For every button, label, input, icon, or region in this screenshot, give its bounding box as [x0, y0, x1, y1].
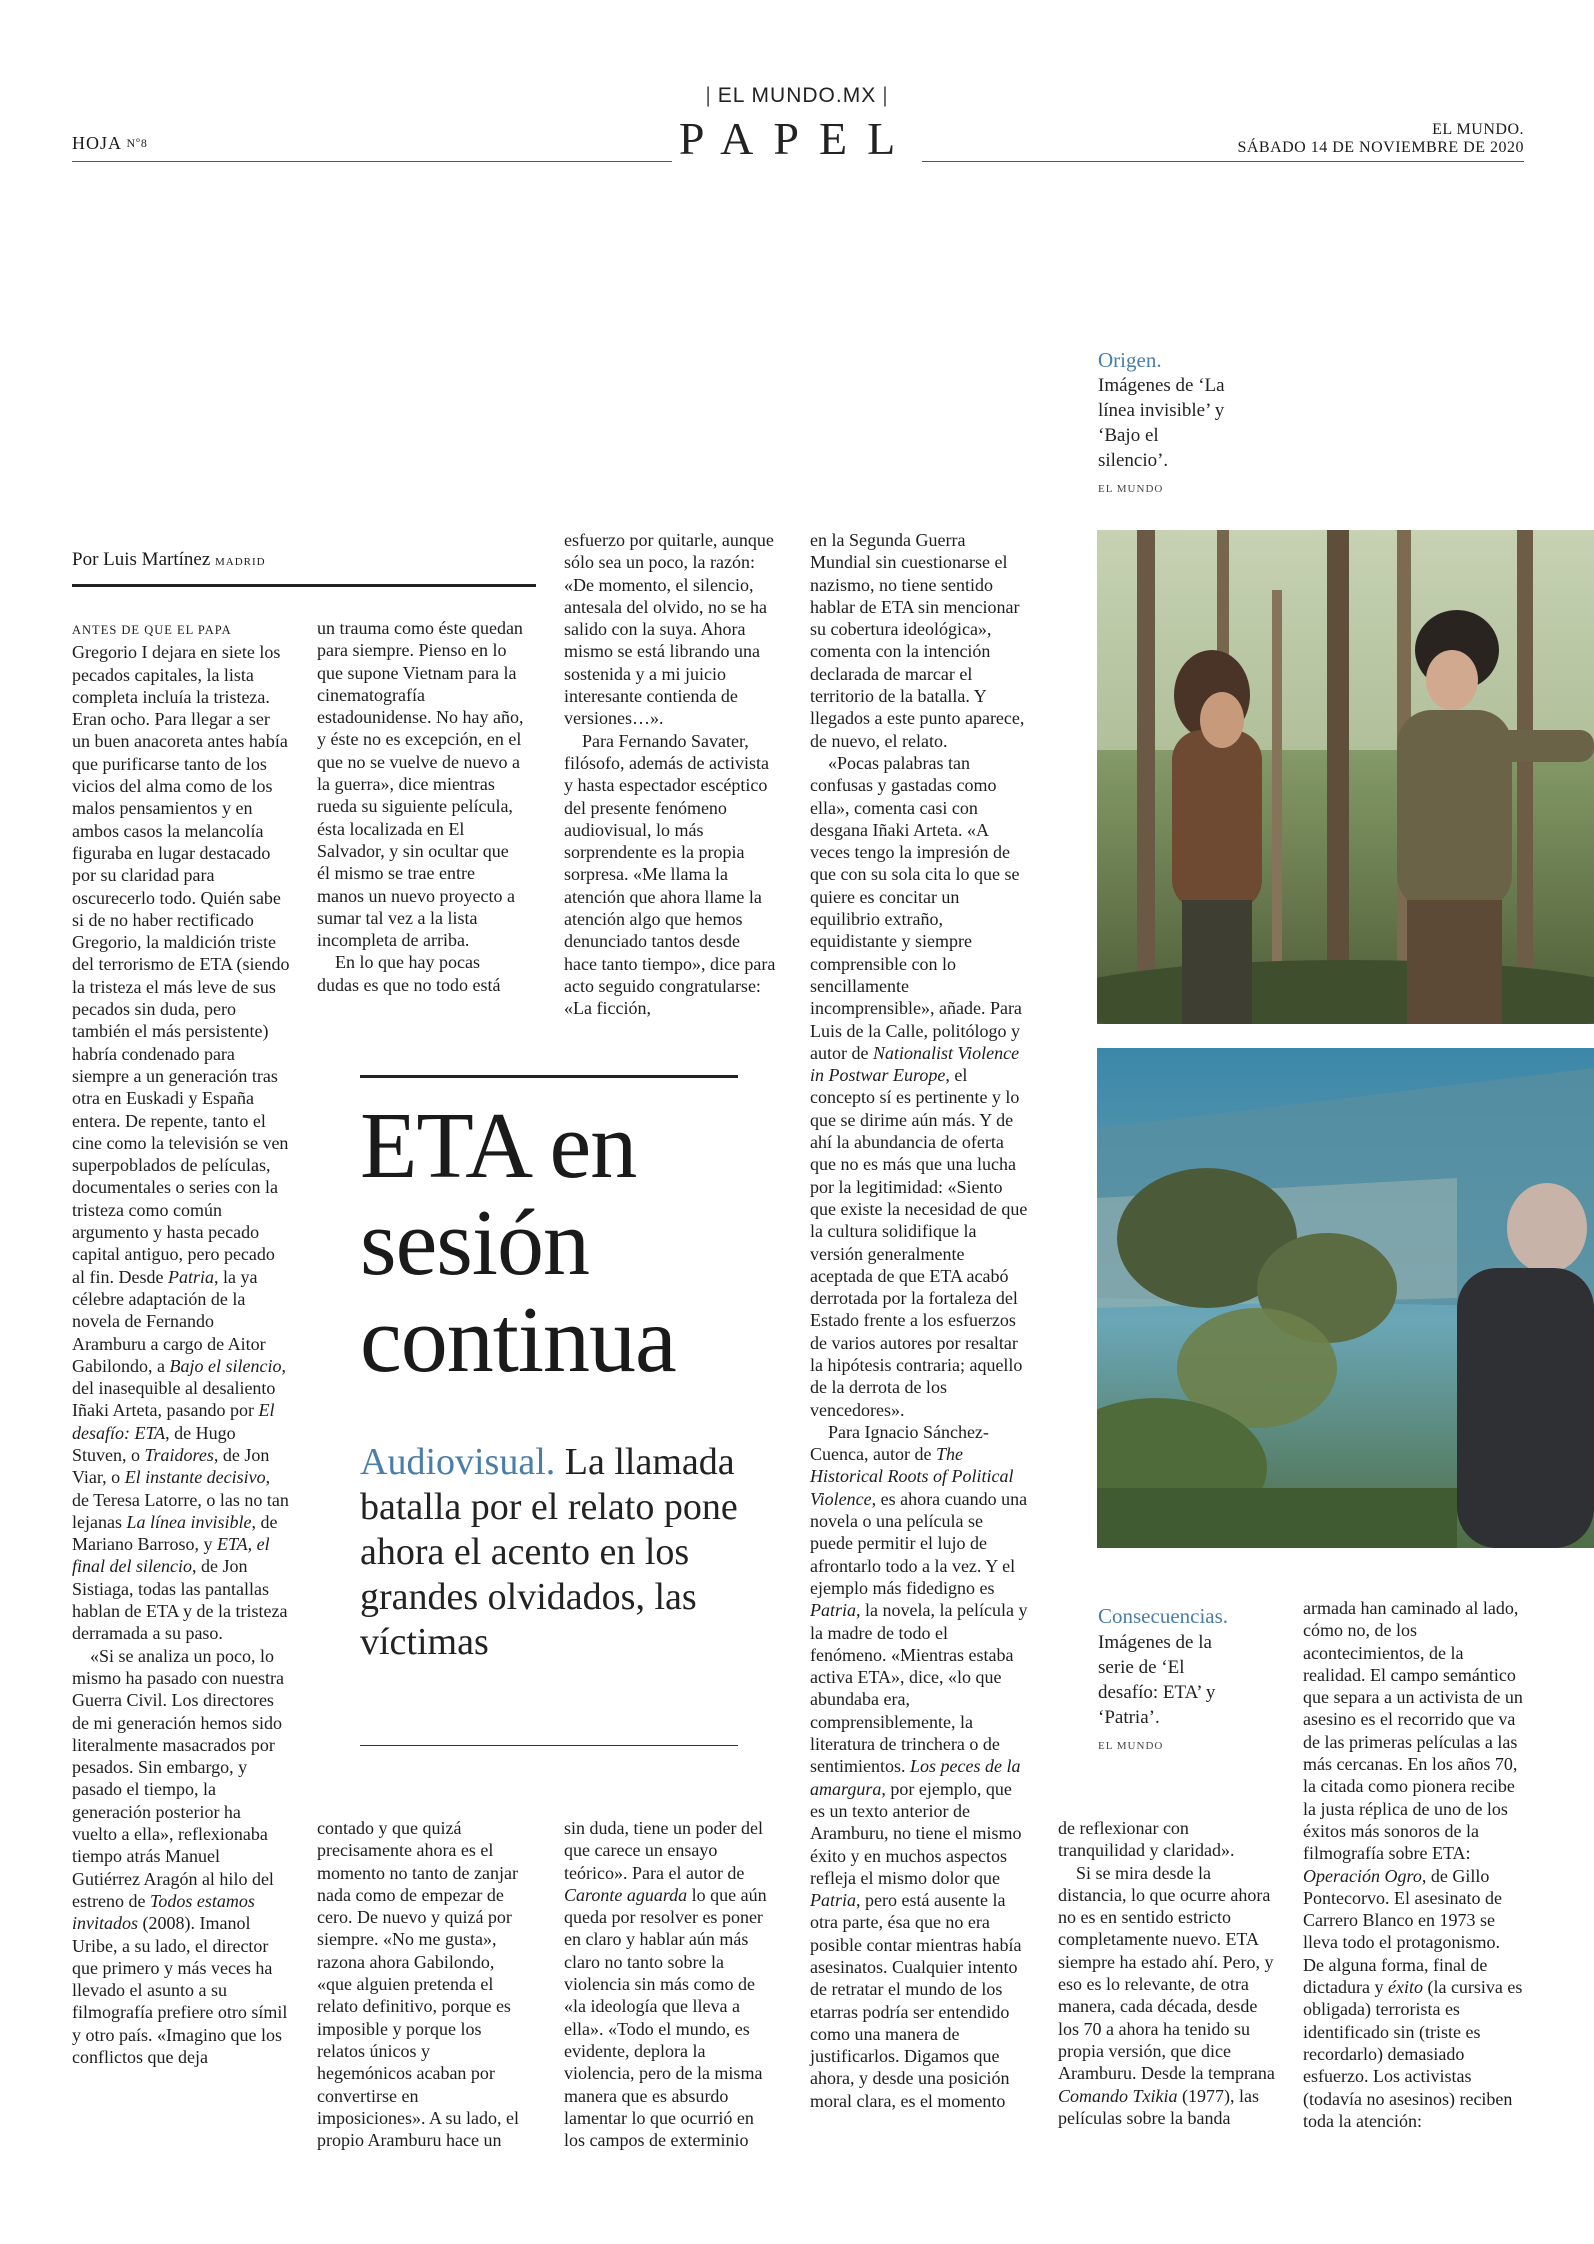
byline: Por Luis Martínez MADRID: [72, 549, 266, 570]
paragraph: contado y que quizá precisamente ahora es el momento no tanto de zanjar nada como de empezar de cero. De nuevo y quizá por siempre. «No me gusta», razona ahora Gabilondo, «que alguien pretenda el relato definitivo, porque es imposible y porque los relatos únicos y hegemónicos acaban por convertirse en imposiciones». A su lado, el propio Aramburu hace un: [317, 1818, 519, 2151]
paragraph: un trauma como éste quedan para siempre. Pienso en lo que supone Vietnam para la cinematografía estadounidense. No hay año, y éste no es excepción, en el que no se vuelve de nuevo a la guerra», dice mientras rueda su siguiente película, ésta localizada en El Salvador, y sin ocultar que él mismo se trae entre manos un nuevo proyecto a sumar tal vez a la lista incompleta de arriba.: [317, 618, 524, 951]
deck: [360, 1440, 740, 1665]
headline: ETA en sesión continua: [360, 1094, 676, 1392]
headline-top-rule: [360, 1075, 738, 1078]
article-column-3-top: [564, 529, 776, 1020]
paragraph: Si se mira desde la distancia, lo que ocurre ahora no es en sentido estricto completamente nuevo. ETA siempre ha estado ahí. Pero, y eso es lo relevante, de otra manera, cada década, desde los 70 a ahora ha tenido su propia versión, que dice Aramburu. Desde la temprana Comando Txikia (1977), las películas sobre la banda: [1058, 1862, 1275, 2128]
article-column-5: [1058, 1817, 1276, 2129]
caption-body: Imágenes de la serie de ‘El desafío: ETA’ y ‘Patria’.: [1098, 1632, 1216, 1728]
article-column-1: [72, 617, 290, 2068]
paragraph: Para Ignacio Sánchez-Cuenca, autor de The Historical Roots of Political Violence, es ahora cuando una novela o una película se puede permitir el lujo de afrontarlo todo a la vez. Y el ejemplo más fidedigno es Patria, la novela, la película y la madre de todo el fenómeno. «Mientras estaba activa ETA», dice, «lo que abundaba era, comprensiblemente, la literatura de trinchera o de sentimientos. Los peces de la amargura, por ejemplo, que es un texto anterior de Aramburu, no tiene el mismo éxito y en muchos aspectos refleja el mismo dolor que Patria, pero está ausente la otra parte, ésa que no era posible contar mientras había asesinatos. Cualquier intento de retratar el mundo de los etarras podría ser entendido como una manera de justificarlos. Digamos que ahora, y desde una posición moral clara, es el momento: [810, 1421, 1028, 2111]
photo-caption-origen: [1098, 348, 1230, 495]
deck-kicker: Audiovisual.: [360, 1441, 556, 1483]
paragraph: «Pocas palabras tan confusas y gastadas como ella», comenta casi con desgana Iñaki Arteta. «A veces tengo la impresión de que con su sola cita lo que se quiere es concitar un equilibrio extraño, equidistante y siempre comprensible con lo sencillamente incomprensible», añade. Para Luis de la Calle, politólogo y autor de Nationalist Violence in Postwar Europe, el concepto sí es pertinente y lo que se dirime aún más. Y de ahí la abundancia de oferta que no es más que una lucha por la legitimidad: «Siento que existe la necesidad de que la cultura solidifique la versión generalmente aceptada de que ETA acabó derrotada por la fortaleza del Estado frente a los esfuerzos de varios autores por resaltar la hipótesis contraria; aquello de la derrota de los vencedores».: [810, 752, 1028, 1420]
paragraph: En lo que hay pocas dudas es que no todo está: [317, 952, 501, 995]
masthead-date: [1237, 121, 1524, 157]
masthead-rule-left: [72, 161, 672, 162]
byline-location: MADRID: [215, 556, 266, 568]
paragraph: en la Segunda Guerra Mundial sin cuestionarse el nazismo, no tiene sentido hablar de ETA sin mencionar su cobertura ideológica», comenta con la intención declarada de marcar el territorio de la batalla. Y llegados a este punto aparece, de nuevo, el relato.: [810, 530, 1025, 751]
article-column-3-bottom: [564, 1817, 776, 2151]
paragraph: esfuerzo por quitarle, aunque sólo sea un poco, la razón: «De momento, el silencio, antesala del olvido, no se ha salido con la suya. Ahora mismo se está librando una sostenida y a mi juicio interesante contienda de versiones…».: [564, 530, 774, 729]
photo-forest-scene: [1097, 530, 1594, 1024]
masthead-site: | EL MUNDO.MX |: [705, 84, 889, 107]
article-column-4: [810, 529, 1028, 2112]
caption-credit: EL MUNDO: [1098, 483, 1164, 495]
caption-kicker: Origen.: [1098, 348, 1162, 372]
byline-rule: [72, 584, 536, 587]
article-column-6: [1303, 1597, 1525, 2132]
paragraph: sin duda, tiene un poder del que carece un ensayo teórico». Para el autor de Caronte aguarda lo que aún queda por resolver es poner en claro y hablar aún más claro no tanto sobre la violencia sin más como de «la ideología que lleva a ella». «Todo el mundo, es evidente, deplora la violencia, pero de la misma manera que es absurdo lamentar lo que ocurrió en los campos de exterminio: [564, 1818, 767, 2151]
photo-caption-consecuencias: [1098, 1604, 1230, 1752]
paragraph: ANTES DE QUE EL PAPA Gregorio I dejara en siete los pecados capitales, la lista completa incluía la tristeza. Eran ocho. Para llegar a ser un buen anacoreta antes había que purificarse tanto de los vicios del alma como de los malos pensamientos y en ambos casos la melancolía figuraba en lugar destacado por su claridad para oscurecerlo todo. Quién sabe si de no haber rectificado Gregorio, la maldición triste del terrorismo de ETA (siendo la tristeza el más leve de sus pecados sin duda, pero también el más persistente) habría condenado para siempre a un generación tras otra en Euskadi y España entera. De repente, tanto el cine como la televisión se ven superpoblados de películas, documentales o series con la tristeza como común argumento y hasta pecado capital antiguo, pero pecado al fin. Desde Patria, la ya célebre adaptación de la novela de Fernando Aramburu a cargo de Aitor Gabilondo, a Bajo el silencio, del inasequible al desaliento Iñaki Arteta, pasando por El desafío: ETA, de Hugo Stuven, o Traidores, de Jon Viar, o El instante decisivo, de Teresa Latorre, o las no tan lejanas La línea invisible, de Mariano Barroso, y ETA, el final del silencio, de Jon Sistiaga, todas las pantallas hablan de ETA y de la tristeza derramada a su paso.: [72, 623, 290, 1644]
headline-bottom-rule: [360, 1745, 738, 1746]
masthead-section: PAPEL: [678, 113, 916, 164]
paper-name: EL MUNDO.: [1432, 121, 1524, 138]
article-column-2-top: [317, 617, 525, 996]
issue-date: SÁBADO 14 DE NOVIEMBRE DE 2020: [1237, 139, 1524, 156]
photo-garden-scene: [1097, 1048, 1594, 1548]
caption-text: [1098, 1604, 1230, 1730]
paragraph: armada han caminado al lado, cómo no, de los acontecimientos, de la realidad. El campo semántico que separa a un activista de un asesino es el recorrido que va de las primeras películas a las más cercanas. En los años 70, la citada como pionera recibe la justa réplica de uno de los éxitos más sonoros de la filmografía sobre ETA: Operación Ogro, de Gillo Pontecorvo. El asesinato de Carrero Blanco en 1973 se lleva todo el protagonismo. De alguna forma, final de dictadura y éxito (la cursiva es obligada) terrorista es identificado sin (triste es recordarlo) demasiado esfuerzo. Los activistas (todavía no asesinos) reciben toda la atención:: [1303, 1598, 1523, 2131]
caption-text: Imágenes de ‘La línea invisible’ y ‘Bajo el silencio’.: [1098, 375, 1225, 471]
masthead-rule-right: [922, 161, 1524, 162]
sheet-number: HOJA Nº8: [72, 133, 148, 153]
paragraph: «Si se analiza un poco, lo mismo ha pasado con nuestra Guerra Civil. Los directores de mi generación hemos sido literalmente masacrados por pesados. Sin embargo, y pasado el tiempo, la generación posterior ha vuelto a ella», reflexionaba tiempo atrás Manuel Gutiérrez Aragón al hilo del estreno de Todos estamos invitados (2008). Imanol Uribe, a su lado, el director que primero y más veces ha llevado el asunto a su filmografía prefiere otro símil y otro país. «Imagino que los conflictos que deja: [72, 1645, 288, 2067]
paragraph: de reflexionar con tranquilidad y claridad».: [1058, 1818, 1235, 1861]
caption-kicker: Consecuencias.: [1098, 1604, 1229, 1628]
author-name: Luis Martínez: [103, 549, 211, 570]
caption-credit: EL MUNDO: [1098, 1740, 1164, 1752]
lead-in: ANTES DE QUE EL PAPA: [72, 623, 232, 637]
deck-text: La llamada batalla por el relato pone ahora el acento en los grandes olvidados, las víctimas: [360, 1441, 738, 1663]
article-column-2-bottom: [317, 1817, 525, 2151]
paragraph: Para Fernando Savater, filósofo, además de activista y hasta espectador escéptico del presente fenómeno audiovisual, lo más sorprendente es la propia sorpresa. «Me llama la atención que ahora llame la atención algo que hemos denunciado tantos desde hace tanto tiempo», dice para acto seguido congratularse: «La ficción,: [564, 730, 776, 1019]
